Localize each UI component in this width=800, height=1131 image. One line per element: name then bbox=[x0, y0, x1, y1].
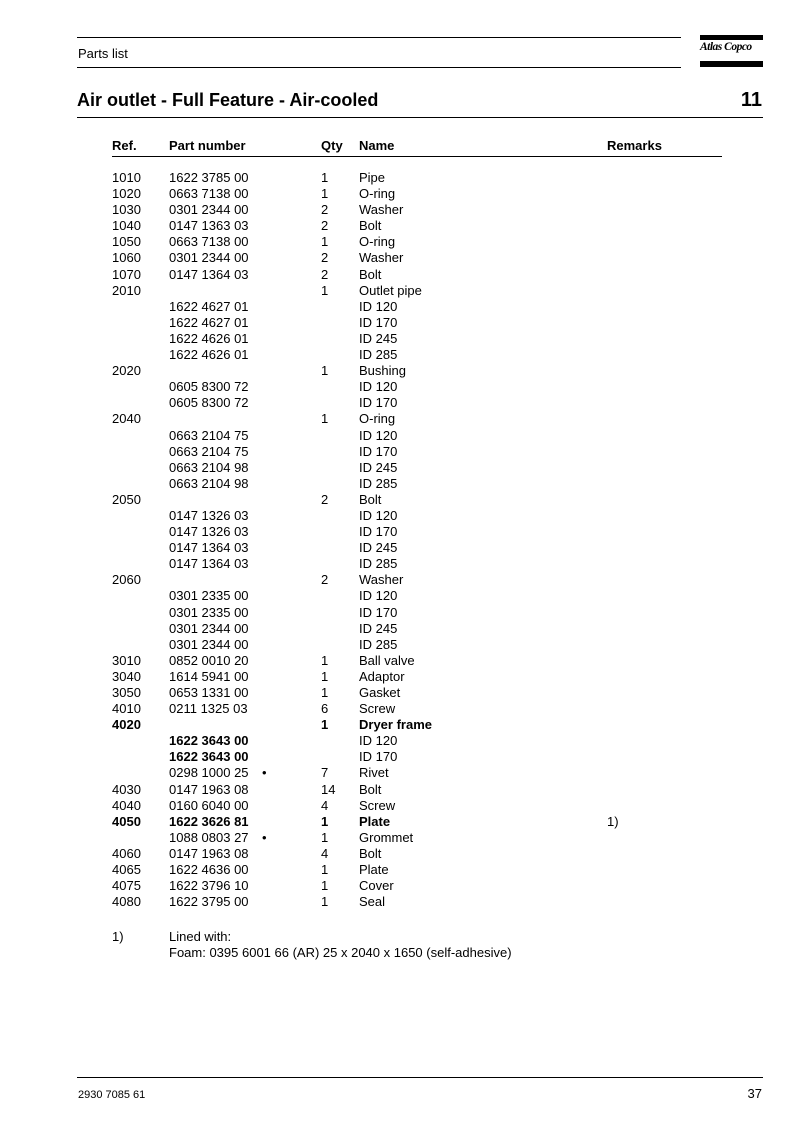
table-row bbox=[0, 492, 800, 508]
cell-part-number: 0301 2335 00 bbox=[169, 588, 249, 604]
cell-part-number: 0147 1963 08 bbox=[169, 845, 249, 861]
cell-name: ID 245 bbox=[359, 330, 398, 346]
cell-qty: 1 bbox=[321, 829, 329, 845]
cell-name: Dryer frame bbox=[359, 717, 432, 733]
table-row bbox=[0, 444, 800, 460]
table-row bbox=[0, 202, 800, 218]
footnote-text bbox=[169, 929, 512, 961]
cell-name: O-ring bbox=[359, 186, 396, 202]
cell-name: ID 170 bbox=[359, 443, 398, 459]
cell-qty: 2 bbox=[321, 491, 329, 507]
column-header-part-number: Part number bbox=[169, 138, 246, 153]
cell-ref: 2010 bbox=[112, 282, 141, 298]
cell-ref: 4030 bbox=[112, 781, 141, 797]
cell-part-number: 0663 7138 00 bbox=[169, 234, 249, 250]
cell-part-number: 0147 1364 03 bbox=[169, 540, 249, 556]
cell-qty: 1 bbox=[321, 363, 329, 379]
cell-part-number: 1622 4636 00 bbox=[169, 862, 249, 878]
cell-name: ID 285 bbox=[359, 347, 398, 363]
page-title: Air outlet - Full Feature - Air-cooled bbox=[77, 90, 379, 110]
column-header-name: Name bbox=[359, 138, 395, 153]
cell-part-number: 1088 0803 27 bbox=[169, 829, 249, 845]
cell-part-number: 0605 8300 72 bbox=[169, 395, 249, 411]
cell-qty: 1 bbox=[321, 717, 329, 733]
cell-ref: 3010 bbox=[112, 652, 141, 668]
cell-ref: 4020 bbox=[112, 717, 141, 733]
table-row bbox=[0, 733, 800, 749]
cell-part-number: 0663 7138 00 bbox=[169, 186, 249, 202]
table-row bbox=[0, 347, 800, 363]
title-rule bbox=[77, 117, 763, 118]
cell-part-number: 0301 2344 00 bbox=[169, 620, 249, 636]
cell-name: Cover bbox=[359, 878, 394, 894]
cell-ref: 3040 bbox=[112, 668, 141, 684]
cell-name: Screw bbox=[359, 701, 396, 717]
cell-qty: 1 bbox=[321, 813, 329, 829]
cell-ref: 1070 bbox=[112, 266, 141, 282]
cell-ref: 1020 bbox=[112, 186, 141, 202]
cell-part-number: 0147 1364 03 bbox=[169, 266, 249, 282]
atlas-copco-logo bbox=[700, 35, 763, 68]
table-row bbox=[0, 331, 800, 347]
table-row bbox=[0, 878, 800, 894]
cell-name: ID 120 bbox=[359, 507, 398, 523]
cell-name: Bolt bbox=[359, 845, 382, 861]
cell-part-number: 0301 2344 00 bbox=[169, 636, 249, 652]
cell-name: Bolt bbox=[359, 781, 382, 797]
header-rule-top bbox=[77, 37, 681, 38]
cell-part-number: 0147 1363 03 bbox=[169, 218, 249, 234]
cell-name: Bushing bbox=[359, 363, 406, 379]
cell-part-number: 0663 2104 98 bbox=[169, 459, 249, 475]
table-row bbox=[0, 894, 800, 910]
cell-name: Plate bbox=[359, 813, 391, 829]
table-row bbox=[0, 605, 800, 621]
table-row bbox=[0, 572, 800, 588]
cell-qty: 14 bbox=[321, 781, 336, 797]
table-row bbox=[0, 283, 800, 299]
cell-name: ID 170 bbox=[359, 524, 398, 540]
table-row bbox=[0, 653, 800, 669]
cell-part-number: 1622 4627 01 bbox=[169, 298, 249, 314]
cell-part-number: 1622 4626 01 bbox=[169, 330, 249, 346]
cell-part-number: 0160 6040 00 bbox=[169, 797, 249, 813]
cell-qty: 2 bbox=[321, 266, 329, 282]
table-row bbox=[0, 218, 800, 234]
cell-qty: 2 bbox=[321, 202, 329, 218]
cell-name: Seal bbox=[359, 894, 386, 910]
logo-text: Atlas Copco bbox=[700, 41, 752, 53]
table-row bbox=[0, 782, 800, 798]
cell-ref: 4080 bbox=[112, 894, 141, 910]
table-row bbox=[0, 250, 800, 266]
cell-name: Washer bbox=[359, 250, 404, 266]
cell-part-number: 1622 4627 01 bbox=[169, 314, 249, 330]
cell-name: ID 285 bbox=[359, 475, 398, 491]
cell-qty: 2 bbox=[321, 572, 329, 588]
cell-part-number: 0298 1000 25 bbox=[169, 765, 249, 781]
cell-ref: 1040 bbox=[112, 218, 141, 234]
cell-name: ID 120 bbox=[359, 379, 398, 395]
cell-ref: 4050 bbox=[112, 813, 141, 829]
cell-marker: • bbox=[262, 765, 267, 781]
cell-ref: 1030 bbox=[112, 202, 141, 218]
cell-name: ID 245 bbox=[359, 540, 398, 556]
cell-part-number: 0301 2344 00 bbox=[169, 202, 249, 218]
cell-name: ID 285 bbox=[359, 556, 398, 572]
header-rule-bottom bbox=[77, 67, 681, 68]
cell-name: O-ring bbox=[359, 234, 396, 250]
cell-qty: 1 bbox=[321, 652, 329, 668]
cell-ref: 1010 bbox=[112, 170, 141, 185]
cell-qty: 1 bbox=[321, 862, 329, 878]
cell-qty: 1 bbox=[321, 878, 329, 894]
table-row bbox=[0, 846, 800, 862]
cell-ref: 4040 bbox=[112, 797, 141, 813]
table-row bbox=[0, 411, 800, 427]
cell-name: ID 120 bbox=[359, 298, 398, 314]
cell-name: Bolt bbox=[359, 491, 382, 507]
cell-part-number: 1622 3796 10 bbox=[169, 878, 249, 894]
footnote-ref: 1) bbox=[112, 929, 124, 944]
table-row bbox=[0, 814, 800, 830]
cell-qty: 1 bbox=[321, 282, 329, 298]
cell-name: ID 245 bbox=[359, 459, 398, 475]
cell-qty: 1 bbox=[321, 894, 329, 910]
column-header-ref: Ref. bbox=[112, 138, 137, 153]
document-number: 2930 7085 61 bbox=[78, 1089, 146, 1101]
cell-name: Washer bbox=[359, 202, 404, 218]
cell-name: Adaptor bbox=[359, 668, 405, 684]
cell-part-number: 0663 2104 75 bbox=[169, 427, 249, 443]
cell-ref: 2050 bbox=[112, 491, 141, 507]
cell-qty: 1 bbox=[321, 234, 329, 250]
table-row bbox=[0, 862, 800, 878]
table-row bbox=[0, 685, 800, 701]
cell-ref: 2040 bbox=[112, 411, 141, 427]
cell-name: ID 285 bbox=[359, 636, 398, 652]
table-row bbox=[0, 508, 800, 524]
cell-part-number: 0301 2335 00 bbox=[169, 604, 249, 620]
cell-part-number: 0663 2104 98 bbox=[169, 475, 249, 491]
cell-name: ID 170 bbox=[359, 314, 398, 330]
table-row bbox=[0, 556, 800, 572]
cell-name: ID 120 bbox=[359, 588, 398, 604]
cell-name: Pipe bbox=[359, 170, 386, 185]
cell-part-number: 1622 3785 00 bbox=[169, 170, 249, 185]
cell-qty: 2 bbox=[321, 218, 329, 234]
cell-part-number: 0663 2104 75 bbox=[169, 443, 249, 459]
footnote-line-1: Lined with: bbox=[169, 929, 232, 944]
cell-marker: • bbox=[262, 829, 267, 845]
cell-part-number: 1622 4626 01 bbox=[169, 347, 249, 363]
cell-part-number: 0147 1326 03 bbox=[169, 524, 249, 540]
cell-name: Screw bbox=[359, 797, 396, 813]
table-row bbox=[0, 717, 800, 733]
table-row bbox=[0, 299, 800, 315]
table-row bbox=[0, 621, 800, 637]
cell-name: Washer bbox=[359, 572, 404, 588]
cell-qty: 7 bbox=[321, 765, 329, 781]
cell-name: ID 120 bbox=[359, 427, 398, 443]
cell-remarks: 1) bbox=[607, 813, 619, 829]
cell-name: ID 170 bbox=[359, 604, 398, 620]
column-header-rule bbox=[112, 156, 722, 157]
cell-qty: 1 bbox=[321, 170, 329, 185]
cell-ref: 4060 bbox=[112, 845, 141, 861]
cell-qty: 1 bbox=[321, 186, 329, 202]
cell-qty: 4 bbox=[321, 797, 329, 813]
cell-ref: 1060 bbox=[112, 250, 141, 266]
cell-ref: 2060 bbox=[112, 572, 141, 588]
cell-part-number: 0147 1963 08 bbox=[169, 781, 249, 797]
cell-name: Plate bbox=[359, 862, 389, 878]
logo-bar-top bbox=[700, 35, 763, 40]
cell-part-number: 1622 3626 81 bbox=[169, 813, 249, 829]
cell-part-number: 0147 1364 03 bbox=[169, 556, 249, 572]
table-row bbox=[0, 267, 800, 283]
cell-part-number: 0653 1331 00 bbox=[169, 685, 249, 700]
cell-qty: 6 bbox=[321, 701, 329, 717]
cell-qty: 2 bbox=[321, 250, 329, 266]
cell-ref: 3050 bbox=[112, 685, 141, 700]
table-row bbox=[0, 363, 800, 379]
table-row bbox=[0, 234, 800, 250]
cell-name: Bolt bbox=[359, 266, 382, 282]
table-row bbox=[0, 637, 800, 653]
header-label: Parts list bbox=[78, 46, 128, 61]
cell-name: Grommet bbox=[359, 829, 414, 845]
page-number: 37 bbox=[747, 1086, 762, 1101]
logo-bar-bottom bbox=[700, 61, 763, 67]
cell-part-number: 0605 8300 72 bbox=[169, 379, 249, 395]
cell-qty: 1 bbox=[321, 668, 329, 684]
cell-part-number: 1614 5941 00 bbox=[169, 668, 249, 684]
table-row bbox=[0, 749, 800, 765]
cell-ref: 1050 bbox=[112, 234, 141, 250]
table-row bbox=[0, 669, 800, 685]
cell-name: Outlet pipe bbox=[359, 282, 422, 298]
table-row bbox=[0, 524, 800, 540]
footer-rule bbox=[77, 1077, 763, 1078]
table-row bbox=[0, 379, 800, 395]
cell-name: ID 120 bbox=[359, 733, 398, 749]
table-row bbox=[0, 460, 800, 476]
cell-name: ID 245 bbox=[359, 620, 398, 636]
cell-ref: 4010 bbox=[112, 701, 141, 717]
cell-ref: 2020 bbox=[112, 363, 141, 379]
cell-name: Ball valve bbox=[359, 652, 415, 668]
cell-name: Rivet bbox=[359, 765, 389, 781]
table-row bbox=[0, 830, 800, 846]
cell-qty: 4 bbox=[321, 845, 329, 861]
table-row bbox=[0, 701, 800, 717]
column-header-qty: Qty bbox=[321, 138, 343, 153]
cell-name: ID 170 bbox=[359, 749, 398, 765]
cell-qty: 1 bbox=[321, 685, 329, 700]
table-row bbox=[0, 798, 800, 814]
table-row bbox=[0, 476, 800, 492]
cell-ref: 4065 bbox=[112, 862, 141, 878]
parts-table bbox=[0, 170, 800, 910]
table-row bbox=[0, 186, 800, 202]
footnote-line-2: Foam: 0395 6001 66 (AR) 25 x 2040 x 1650 (self-adhesive) bbox=[169, 945, 512, 960]
cell-part-number: 0852 0010 20 bbox=[169, 652, 249, 668]
table-row bbox=[0, 588, 800, 604]
cell-part-number: 0211 1325 03 bbox=[169, 701, 248, 717]
cell-name: Gasket bbox=[359, 685, 401, 700]
cell-part-number: 0301 2344 00 bbox=[169, 250, 249, 266]
table-row bbox=[0, 315, 800, 331]
cell-name: Bolt bbox=[359, 218, 382, 234]
cell-ref: 4075 bbox=[112, 878, 141, 894]
cell-part-number: 1622 3643 00 bbox=[169, 733, 249, 749]
cell-qty: 1 bbox=[321, 411, 329, 427]
cell-part-number: 0147 1326 03 bbox=[169, 507, 249, 523]
column-header-remarks: Remarks bbox=[607, 138, 662, 153]
cell-part-number: 1622 3795 00 bbox=[169, 894, 249, 910]
cell-part-number: 1622 3643 00 bbox=[169, 749, 249, 765]
table-row bbox=[0, 395, 800, 411]
table-row bbox=[0, 540, 800, 556]
cell-name: O-ring bbox=[359, 411, 396, 427]
table-row bbox=[0, 170, 800, 186]
section-number: 11 bbox=[740, 89, 762, 111]
cell-name: ID 170 bbox=[359, 395, 398, 411]
table-row bbox=[0, 765, 800, 781]
table-row bbox=[0, 428, 800, 444]
